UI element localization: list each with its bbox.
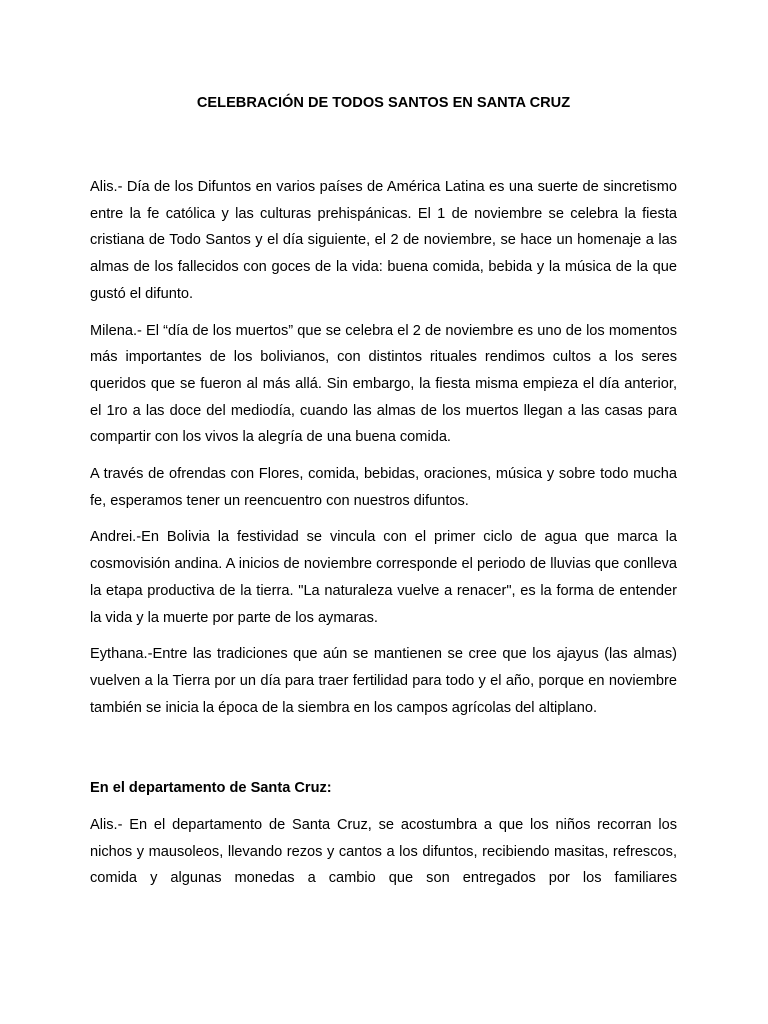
paragraph-eythana: Eythana.-Entre las tradiciones que aún se mantienen se cree que los ajayus (las almas) vuelven a la Tierra por un día para traer fertilidad para todo y el año, porque en noviembre también se inicia la época de la siembra en los campos agrícolas del altiplano.: [90, 646, 677, 716]
paragraph-ofrendas: A través de ofrendas con Flores, comida, bebidas, oraciones, música y sobre todo mucha fe, esperamos tener un reencuentro con nuestros difuntos.: [90, 466, 677, 509]
paragraph-milena: Milena.- El “día de los muertos” que se celebra el 2 de noviembre es uno de los momentos más importantes de los bolivianos, con distintos rituales rendimos cultos a los seres queridos que se fueron al más allá. Sin embargo, la fiesta misma empieza el día anterior, el 1ro a las doce del mediodía, cuando las almas de los muertos llegan a las casas para compartir con los vivos la alegría de una buena comida.: [90, 322, 677, 446]
paragraph-santa-cruz: Alis.- En el departamento de Santa Cruz, se acostumbra a que los niños recorran los nichos y mausoleos, llevando rezos y cantos a los difuntos, recibiendo masitas, refrescos, comida y algunas monedas a cambio que son entregados por los familiares: [90, 817, 677, 887]
section-heading: En el departamento de Santa Cruz:: [90, 780, 332, 797]
document-body: [90, 90, 677, 892]
paragraph-alis: Alis.- Día de los Difuntos en varios países de América Latina es una suerte de sincretismo entre la fe católica y las culturas prehispánicas. El 1 de noviembre se celebra la fiesta cristiana de Todo Santos y el día siguiente, el 2 de noviembre, se hace un homenaje a las almas de los fallecidos con goces de la vida: buena comida, bebida y la música de la que gustó el difunto.: [90, 179, 677, 302]
document-title: CELEBRACIÓN DE TODOS SANTOS EN SANTA CRUZ: [196, 95, 571, 111]
paragraph-andrei: Andrei.-En Bolivia la festividad se vincula con el primer ciclo de agua que marca la cosmovisión andina. A inicios de noviembre corresponde el periodo de lluvias que conlleva la etapa productiva de la tierra. "La naturaleza vuelve a renacer", es la forma de entender la vida y la muerte por parte de los aymaras.: [90, 529, 677, 626]
